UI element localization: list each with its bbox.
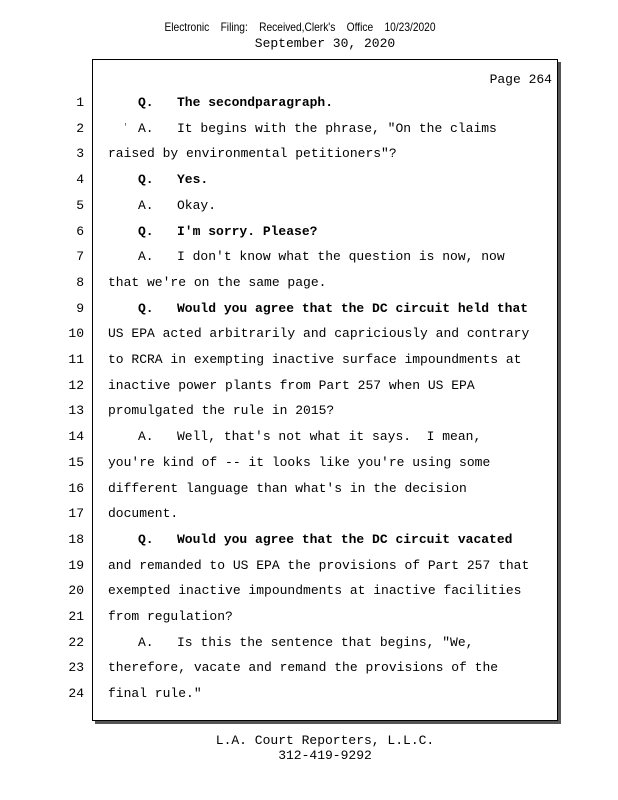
transcript-line: you're kind of -- it looks like you're using some [108, 455, 491, 470]
transcript-line: different language than what's in the decision [108, 481, 467, 496]
stamp-date: 10/23/2020 [384, 20, 436, 34]
transcript-line: and remanded to US EPA the provisions of Part 257 that [108, 558, 530, 573]
question-line: Q. Would you agree that the DC circuit held that [138, 301, 529, 316]
transcript-line: exempted inactive impoundments at inactive facilities [108, 583, 522, 598]
footer [0, 733, 618, 763]
line-number: 24 [68, 686, 84, 701]
line-number: 22 [68, 635, 84, 650]
transcript-line: document. [108, 506, 179, 521]
stamp-electronic: Electronic [164, 20, 210, 34]
line-number: 21 [68, 609, 84, 624]
stamp-filing: Filing: [220, 20, 248, 34]
stamp-received: Received,Clerk's [259, 20, 336, 34]
line-number: 11 [68, 352, 84, 367]
line-number: 19 [68, 558, 84, 573]
stamp-office: Office [346, 20, 374, 34]
line-number: 12 [68, 378, 84, 393]
line-number: 18 [68, 532, 84, 547]
line-number: 4 [76, 172, 84, 187]
reporter-phone: 312-419-9292 [278, 748, 372, 763]
transcript-line: from regulation? [108, 609, 233, 624]
electronic-filing-stamp [45, 20, 555, 34]
transcript-date: September 30, 2020 [254, 36, 396, 51]
line-number: 23 [68, 660, 84, 675]
question-line: Q. I'm sorry. Please? [138, 224, 318, 239]
line-number: 13 [68, 403, 84, 418]
transcript-line: inactive power plants from Part 257 when US EPA [108, 378, 475, 393]
question-line: Q. Yes. [138, 172, 209, 187]
line-number: 5 [76, 198, 84, 213]
line-number: 10 [68, 326, 84, 341]
transcript-line: US EPA acted arbitrarily and capriciously and contrary [108, 326, 530, 341]
line-number: 7 [76, 249, 84, 264]
line-number: 15 [68, 455, 84, 470]
line-number: 2 [76, 121, 84, 136]
line-number: 20 [68, 583, 84, 598]
transcript-line: promulgated the rule in 2015? [108, 403, 335, 418]
transcript-line: raised by environmental petitioners"? [108, 146, 397, 161]
reporter-company: L.A. Court Reporters, L.L.C. [215, 733, 435, 748]
transcript-line: that we're on the same page. [108, 275, 327, 290]
line-number: 8 [76, 275, 84, 290]
line-number: 9 [76, 301, 84, 316]
stray-mark: ' [123, 123, 128, 132]
transcript-line: final rule." [108, 686, 202, 701]
line-number: 1 [76, 95, 84, 110]
question-line: Q. Would you agree that the DC circuit vacated [138, 532, 513, 547]
answer-line: A. It begins with the phrase, "On the claims [138, 121, 497, 136]
line-number: 6 [76, 224, 84, 239]
answer-line: A. Well, that's not what it says. I mean, [138, 429, 482, 444]
line-number: 17 [68, 506, 84, 521]
page-number: Page 264 [489, 72, 552, 87]
question-line: Q. The secondparagraph. [138, 95, 334, 110]
transcript-line: to RCRA in exempting inactive surface impoundments at [108, 352, 522, 367]
answer-line: A. Is this the sentence that begins, "We, [138, 635, 474, 650]
line-number: 3 [76, 146, 84, 161]
line-number: 14 [68, 429, 84, 444]
transcript-line: therefore, vacate and remand the provisions of the [108, 660, 499, 675]
answer-line: A. Okay. [138, 198, 217, 213]
line-number: 16 [68, 481, 84, 496]
answer-line: A. I don't know what the question is now, now [138, 249, 505, 264]
